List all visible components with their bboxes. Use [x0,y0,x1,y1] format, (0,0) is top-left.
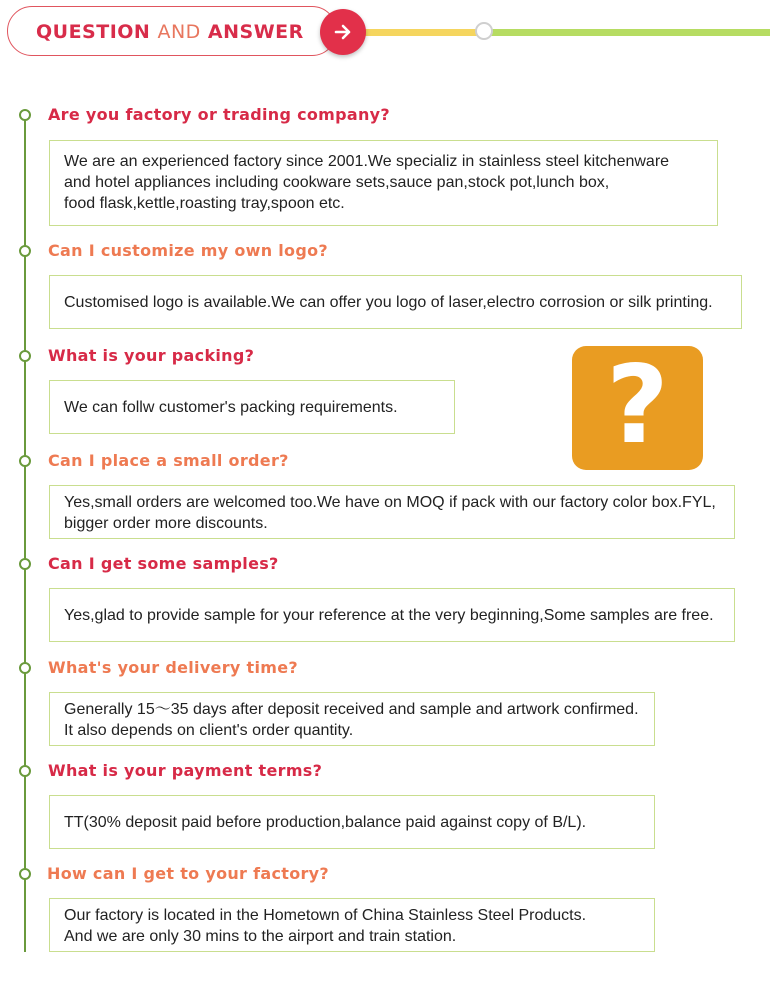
faq-question: Can I customize my own logo? [48,241,328,260]
faq-question: What is your packing? [48,346,255,365]
faq-answer: Generally 15～35 days after deposit received and sample and artwork confirmed. It also depends on client's order quantity. [49,692,655,746]
timeline-dot [19,455,31,467]
faq-question: What is your payment terms? [48,761,323,780]
faq-answer: We are an experienced factory since 2001.We specializ in stainless steel kitchenware and hotel appliances including cookware sets,sauce pan,stock pot,lunch box, food flask,kettle,roasting tray,spoon etc. [49,140,718,226]
timeline-dot [19,868,31,880]
timeline-line [24,112,26,952]
faq-answer: We can follw customer's packing requirements. [49,380,455,434]
faq-question: What's your delivery time? [48,658,298,677]
header-banner [7,6,337,56]
faq-answer: Customised logo is available.We can offer you logo of laser,electro corrosion or silk printing. [49,275,742,329]
timeline-dot [19,350,31,362]
timeline-dot [19,662,31,674]
timeline-dot [19,245,31,257]
faq-question: Can I place a small order? [48,451,289,470]
faq-answer: Yes,small orders are welcomed too.We have on MOQ if pack with our factory color box.FYL, bigger order more discounts. [49,485,735,539]
progress-bar-knob [475,22,493,40]
arrow-right-icon [333,22,353,42]
faq-question: How can I get to your factory? [47,864,329,883]
progress-bar-track [486,29,770,36]
faq-answer: Yes,glad to provide sample for your reference at the very beginning,Some samples are free. [49,588,735,642]
page-title: QUESTION AND ANSWER [36,21,304,43]
question-mark-icon: ? [572,346,703,470]
timeline-dot [19,765,31,777]
faq-question: Are you factory or trading company? [48,105,390,124]
timeline-dot [19,558,31,570]
arrow-right-button[interactable] [320,9,366,55]
faq-answer: TT(30% deposit paid before production,balance paid against copy of B/L). [49,795,655,849]
timeline-dot [19,109,31,121]
faq-question: Can I get some samples? [48,554,279,573]
progress-bar-filled [360,29,486,36]
faq-answer: Our factory is located in the Hometown of China Stainless Steel Products. And we are only 30 mins to the airport and train station. [49,898,655,952]
